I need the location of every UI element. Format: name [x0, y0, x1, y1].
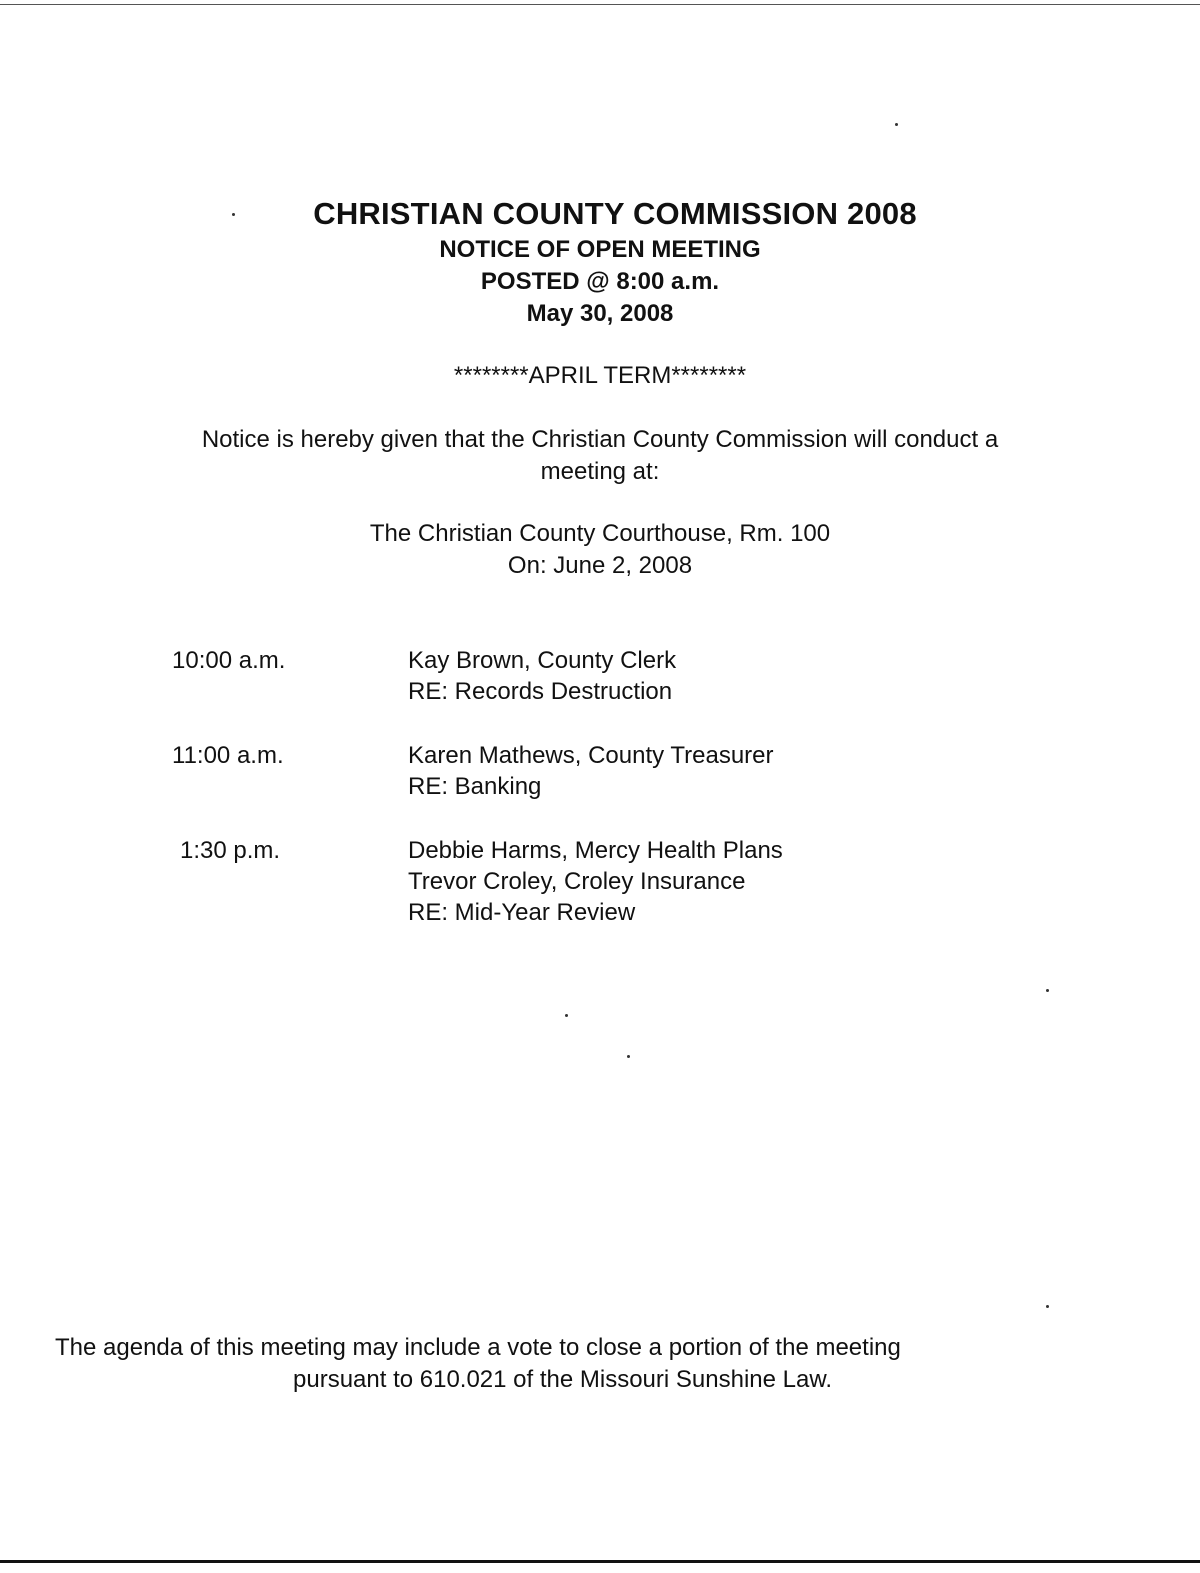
- footer-line: pursuant to 610.021 of the Missouri Sunshine Law.: [293, 1366, 833, 1393]
- agenda-list: [0, 645, 1200, 961]
- scan-speck: [565, 1014, 568, 1017]
- location-place: The Christian County Courthouse, Rm. 100: [369, 520, 831, 547]
- agenda-line: RE: Records Destruction: [408, 678, 673, 705]
- scan-speck: [627, 1055, 630, 1058]
- posted-time: POSTED @ 8:00 a.m.: [480, 268, 720, 295]
- footer-line: The agenda of this meeting may include a vote to close a portion of the meeting: [55, 1334, 901, 1361]
- scan-speck: [1046, 989, 1049, 992]
- agenda-time: 1:30 p.m.: [180, 837, 281, 864]
- agenda-time: 11:00 a.m.: [172, 742, 284, 769]
- meeting-header: [0, 234, 1200, 330]
- agenda-item: [0, 740, 1200, 802]
- scan-edge-top: [0, 4, 1200, 5]
- term-banner: ********APRIL TERM********: [453, 362, 747, 389]
- notice-heading: NOTICE OF OPEN MEETING: [439, 236, 761, 263]
- meeting-location: [0, 518, 1200, 582]
- sunshine-law-footer: [55, 1332, 901, 1396]
- scan-speck: [1046, 1305, 1049, 1308]
- location-date: On: June 2, 2008: [507, 552, 693, 579]
- agenda-item: [0, 835, 1200, 928]
- agenda-line: RE: Mid-Year Review: [408, 899, 636, 926]
- notice-line: Notice is hereby given that the Christian County Commission will conduct a: [201, 426, 999, 453]
- page-title: CHRISTIAN COUNTY COMMISSION 2008: [313, 196, 917, 231]
- scan-speck: [895, 123, 898, 126]
- agenda-line: Karen Mathews, County Treasurer: [408, 742, 774, 769]
- notice-line: meeting at:: [540, 458, 660, 485]
- scan-edge-bottom: [0, 1560, 1200, 1563]
- agenda-item: [0, 645, 1200, 707]
- posted-date: May 30, 2008: [526, 300, 674, 327]
- agenda-line: Trevor Croley, Croley Insurance: [408, 868, 746, 895]
- notice-paragraph: [0, 424, 1200, 488]
- agenda-time: 10:00 a.m.: [172, 647, 286, 674]
- agenda-line: RE: Banking: [408, 773, 542, 800]
- agenda-line: Debbie Harms, Mercy Health Plans: [408, 837, 783, 864]
- agenda-line: Kay Brown, County Clerk: [408, 647, 677, 674]
